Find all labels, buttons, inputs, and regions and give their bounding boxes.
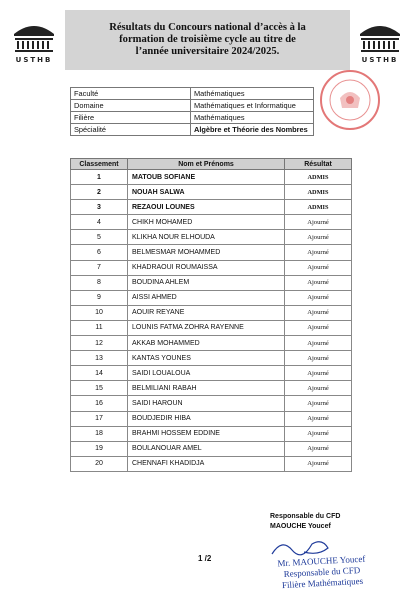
ranking-cell: 19 <box>71 441 128 456</box>
table-row <box>71 336 352 351</box>
ranking-cell: 1 <box>71 170 128 185</box>
ranking-cell: 6 <box>71 245 128 260</box>
ranking-cell: 3 <box>71 200 128 215</box>
table-row <box>71 305 352 320</box>
table-row <box>71 396 352 411</box>
result-cell: ADMIS <box>285 170 352 185</box>
result-cell: Ajourné <box>285 230 352 245</box>
responsible-name: MAOUCHE Youcef <box>270 523 331 530</box>
info-row <box>71 112 314 124</box>
blue-signature-stamp <box>271 553 373 591</box>
results-table <box>70 158 352 472</box>
result-cell: Ajourné <box>285 396 352 411</box>
table-row <box>71 170 352 185</box>
table-row <box>71 185 352 200</box>
result-cell: Ajourné <box>285 215 352 230</box>
header-result: Résultat <box>285 159 352 170</box>
info-label: Domaine <box>71 100 191 112</box>
name-cell: NOUAH SALWA <box>128 185 285 200</box>
name-cell: MATOUB SOFIANE <box>128 170 285 185</box>
ranking-cell: 20 <box>71 456 128 471</box>
info-label: Spécialité <box>71 124 191 136</box>
ranking-cell: 4 <box>71 215 128 230</box>
table-row <box>71 320 352 335</box>
table-row <box>71 411 352 426</box>
table-row <box>71 290 352 305</box>
result-cell: Ajourné <box>285 320 352 335</box>
program-info-table <box>70 87 314 136</box>
name-cell: CHENNAFI KHADIDJA <box>128 456 285 471</box>
name-cell: BOUDJEDIR HIBA <box>128 411 285 426</box>
result-cell: Ajourné <box>285 351 352 366</box>
info-label: Faculté <box>71 88 191 100</box>
table-row <box>71 426 352 441</box>
result-cell: Ajourné <box>285 381 352 396</box>
ranking-cell: 5 <box>71 230 128 245</box>
name-cell: BRAHMI HOSSEM EDDINE <box>128 426 285 441</box>
result-cell: Ajourné <box>285 260 352 275</box>
stamp-line-2: Responsable du CFD <box>283 565 361 579</box>
result-cell: Ajourné <box>285 290 352 305</box>
ranking-cell: 18 <box>71 426 128 441</box>
responsible-title: Responsable du CFD <box>270 513 341 520</box>
name-cell: BOUDINA AHLEM <box>128 275 285 290</box>
name-cell: BOULANOUAR AMEL <box>128 441 285 456</box>
name-cell: KHADRAOUI ROUMAISSA <box>128 260 285 275</box>
name-cell: REZAOUI LOUNES <box>128 200 285 215</box>
ranking-cell: 7 <box>71 260 128 275</box>
name-cell: KANTAS YOUNES <box>128 351 285 366</box>
name-cell: AKKAB MOHAMMED <box>128 336 285 351</box>
results-header-row <box>71 159 352 170</box>
table-row <box>71 230 352 245</box>
ranking-cell: 17 <box>71 411 128 426</box>
table-row <box>71 351 352 366</box>
usthb-logo-right <box>356 20 404 70</box>
name-cell: AOUIR REYANE <box>128 305 285 320</box>
header-name: Nom et Prénoms <box>128 159 285 170</box>
document-title <box>65 10 350 70</box>
university-building-icon <box>11 20 57 54</box>
info-row <box>71 100 314 112</box>
result-cell: Ajourné <box>285 336 352 351</box>
result-cell: Ajourné <box>285 456 352 471</box>
ranking-cell: 11 <box>71 320 128 335</box>
info-label: Filière <box>71 112 191 124</box>
result-cell: ADMIS <box>285 200 352 215</box>
ranking-cell: 2 <box>71 185 128 200</box>
result-cell: ADMIS <box>285 185 352 200</box>
name-cell: SAIDI LOUALOUA <box>128 366 285 381</box>
official-red-stamp <box>318 68 382 132</box>
result-cell: Ajourné <box>285 275 352 290</box>
table-row <box>71 381 352 396</box>
info-value: Mathématiques et Informatique <box>191 100 314 112</box>
result-cell: Ajourné <box>285 245 352 260</box>
logo-text: USTHB <box>361 56 399 64</box>
ranking-cell: 10 <box>71 305 128 320</box>
title-line-3: l’année universitaire 2024/2025. <box>135 46 280 57</box>
name-cell: BELMILIANI RABAH <box>128 381 285 396</box>
title-line-2: formation de troisième cycle au titre de <box>119 34 296 45</box>
name-cell: KLIKHA NOUR ELHOUDA <box>128 230 285 245</box>
table-row <box>71 456 352 471</box>
info-row <box>71 124 314 136</box>
ranking-cell: 13 <box>71 351 128 366</box>
ranking-cell: 12 <box>71 336 128 351</box>
title-line-1: Résultats du Concours national d’accès à la <box>109 22 306 33</box>
usthb-logo-left <box>10 20 58 70</box>
info-value: Algèbre et Théorie des Nombres <box>191 124 314 136</box>
table-row <box>71 260 352 275</box>
result-cell: Ajourné <box>285 305 352 320</box>
page-number: 1 /2 <box>198 554 212 563</box>
info-value: Mathématiques <box>191 112 314 124</box>
result-cell: Ajourné <box>285 426 352 441</box>
name-cell: AISSI AHMED <box>128 290 285 305</box>
table-row <box>71 215 352 230</box>
stamp-line-1: Mr. MAOUCHE Youcef <box>277 553 366 569</box>
name-cell: BELMESMAR MOHAMMED <box>128 245 285 260</box>
table-row <box>71 245 352 260</box>
name-cell: CHIKH MOHAMED <box>128 215 285 230</box>
ranking-cell: 16 <box>71 396 128 411</box>
table-row <box>71 275 352 290</box>
university-building-icon <box>357 20 403 54</box>
result-cell: Ajourné <box>285 441 352 456</box>
info-value: Mathématiques <box>191 88 314 100</box>
table-row <box>71 441 352 456</box>
name-cell: LOUNIS FATMA ZOHRA RAYENNE <box>128 320 285 335</box>
ranking-cell: 9 <box>71 290 128 305</box>
header-ranking: Classement <box>71 159 128 170</box>
logo-text: USTHB <box>15 56 53 64</box>
stamp-line-3: Filière Mathématiques <box>281 575 364 591</box>
name-cell: SAIDI HAROUN <box>128 396 285 411</box>
table-row <box>71 200 352 215</box>
table-row <box>71 366 352 381</box>
responsible-block <box>270 512 340 532</box>
result-cell: Ajourné <box>285 366 352 381</box>
ranking-cell: 15 <box>71 381 128 396</box>
result-cell: Ajourné <box>285 411 352 426</box>
ranking-cell: 14 <box>71 366 128 381</box>
ranking-cell: 8 <box>71 275 128 290</box>
info-row <box>71 88 314 100</box>
